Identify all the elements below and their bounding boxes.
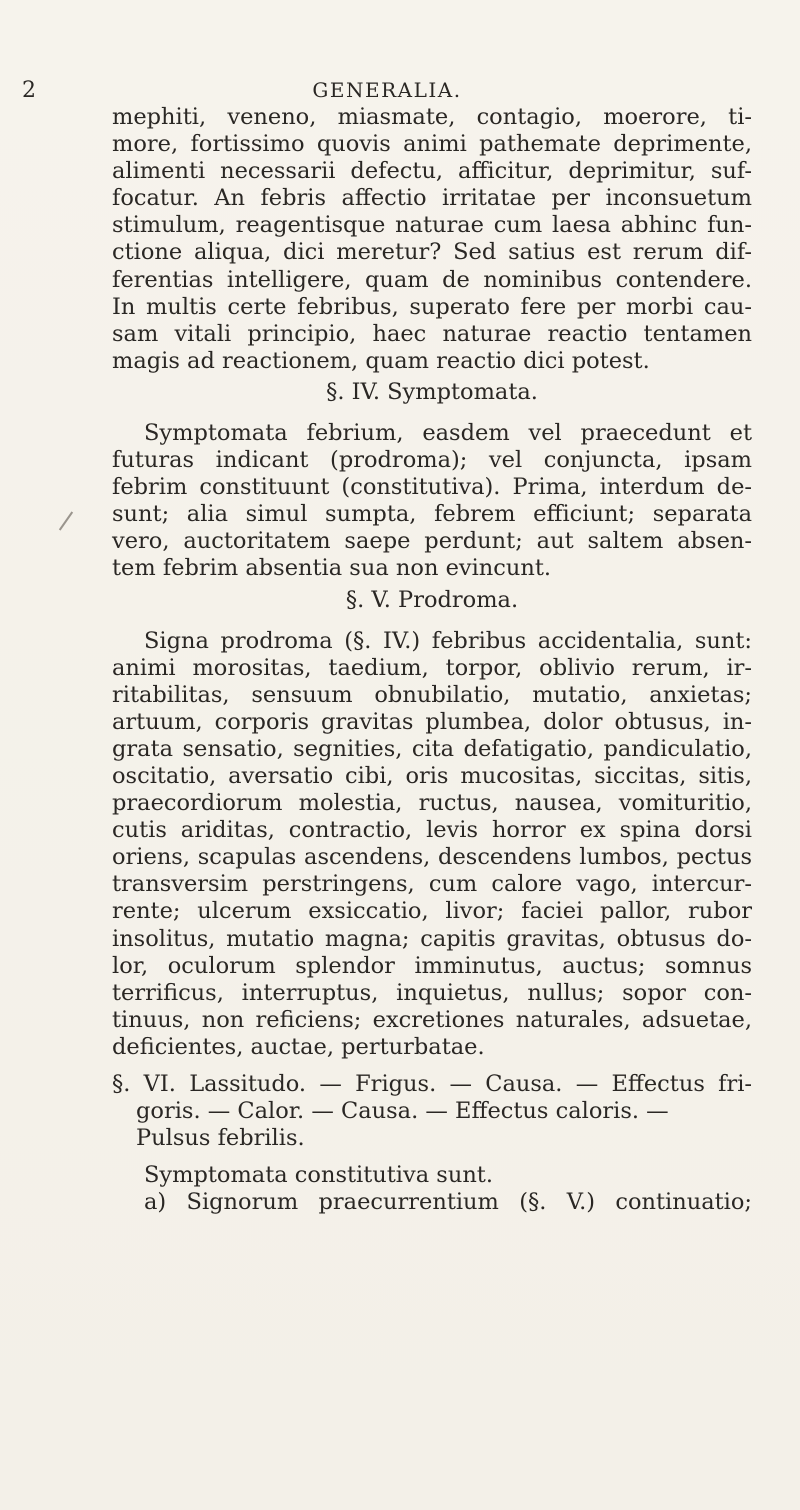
section-heading-prodroma: §. V. Prodroma. [345, 586, 519, 613]
text-line: transversim perstringens, cum calore vago, intercur- [112, 871, 752, 898]
text-line: Symptomata constitutiva sunt. [144, 1162, 494, 1189]
heading-line: Pulsus febrilis. [136, 1125, 305, 1152]
text-line: deficientes, auctae, perturbatae. [112, 1033, 485, 1060]
text-line: tinuus, non reficiens; excretiones naturales, adsuetae, [112, 1006, 752, 1033]
text-line: more, fortissimo quovis animi pathemate deprimente, [112, 131, 752, 158]
text-line: animi morositas, taedium, torpor, oblivio rerum, ir- [112, 654, 752, 681]
heading-line: §. VI. Lassitudo. — Frigus. — Causa. — Effectus fri- [112, 1071, 752, 1097]
text-line: futuras indicant (prodroma); vel conjuncta, ipsam [112, 447, 752, 474]
text-line: alimenti necessarii defectu, afficitur, deprimitur, suf- [112, 158, 752, 185]
text-line: focatur. An febris affectio irritatae per inconsuetum [112, 185, 752, 212]
text-line: artuum, corporis gravitas plumbea, dolor obtusus, in- [112, 708, 752, 735]
heading-line: goris. — Calor. — Causa. — Effectus caloris. — [136, 1098, 669, 1125]
paragraph-4 [112, 1162, 752, 1216]
paragraph-1 [112, 104, 752, 375]
text-line: febrim constituunt (constitutiva). Prima, interdum de- [112, 474, 752, 501]
text-line: terrificus, interruptus, inquietus, nullus; sopor con- [112, 979, 752, 1006]
text-line: stimulum, reagentisque naturae cum laesa abhinc fun- [112, 212, 752, 239]
paragraph-3 [112, 628, 752, 1062]
text-line: insolitus, mutatio magna; capitis gravitas, obtusus do- [112, 925, 752, 952]
text-line: tem febrim absentia sua non evincunt. [112, 555, 552, 582]
text-line: cutis ariditas, contractio, levis horror ex spina dorsi [112, 817, 752, 844]
text-line: a) Signorum praecurrentium (§. V.) continuatio; [144, 1189, 752, 1216]
paragraph-2 [112, 420, 752, 583]
text-line: Symptomata febrium, easdem vel praecedunt et [144, 419, 752, 446]
section-heading-lassitudo [112, 1071, 752, 1152]
text-line: oriens, scapulas ascendens, descendens lumbos, pectus [112, 844, 752, 871]
text-line: mephiti, veneno, miasmate, contagio, moerore, ti- [112, 104, 752, 130]
text-line: ferentias intelligere, quam de nominibus contendere. [112, 266, 752, 293]
text-line: grata sensatio, segnities, cita defatigatio, pandiculatio, [112, 735, 752, 762]
text-line: vero, auctoritatem saepe perdunt; aut saltem absen- [112, 528, 752, 555]
text-line: magis ad reactionem, quam reactio dici potest. [112, 347, 650, 374]
text-line: Signa prodroma (§. IV.) febribus accidentalia, sunt: [144, 627, 752, 654]
running-head: GENERALIA. [312, 78, 462, 102]
section-heading-symptomata: §. IV. Symptomata. [326, 378, 538, 405]
text-line: rente; ulcerum exsiccatio, livor; faciei pallor, rubor [112, 898, 752, 925]
text-line: lor, oculorum splendor imminutus, auctus; somnus [112, 952, 752, 979]
page-body [112, 104, 752, 1216]
text-line: praecordiorum molestia, ructus, nausea, vomituritio, [112, 790, 752, 817]
text-line: ctione aliqua, dici meretur? Sed satius est rerum dif- [112, 239, 752, 266]
text-line: In multis certe febribus, superato fere per morbi cau- [112, 293, 752, 320]
page-number: 2 [22, 78, 36, 103]
text-line: sam vitali principio, haec naturae reactio tentamen [112, 320, 752, 347]
text-line: sunt; alia simul sumpta, febrem efficiunt; separata [112, 501, 752, 528]
margin-pencil-mark [59, 511, 73, 530]
text-line: oscitatio, aversatio cibi, oris mucositas, siccitas, sitis, [112, 762, 752, 789]
text-line: ritabilitas, sensuum obnubilatio, mutatio, anxietas; [112, 681, 752, 708]
